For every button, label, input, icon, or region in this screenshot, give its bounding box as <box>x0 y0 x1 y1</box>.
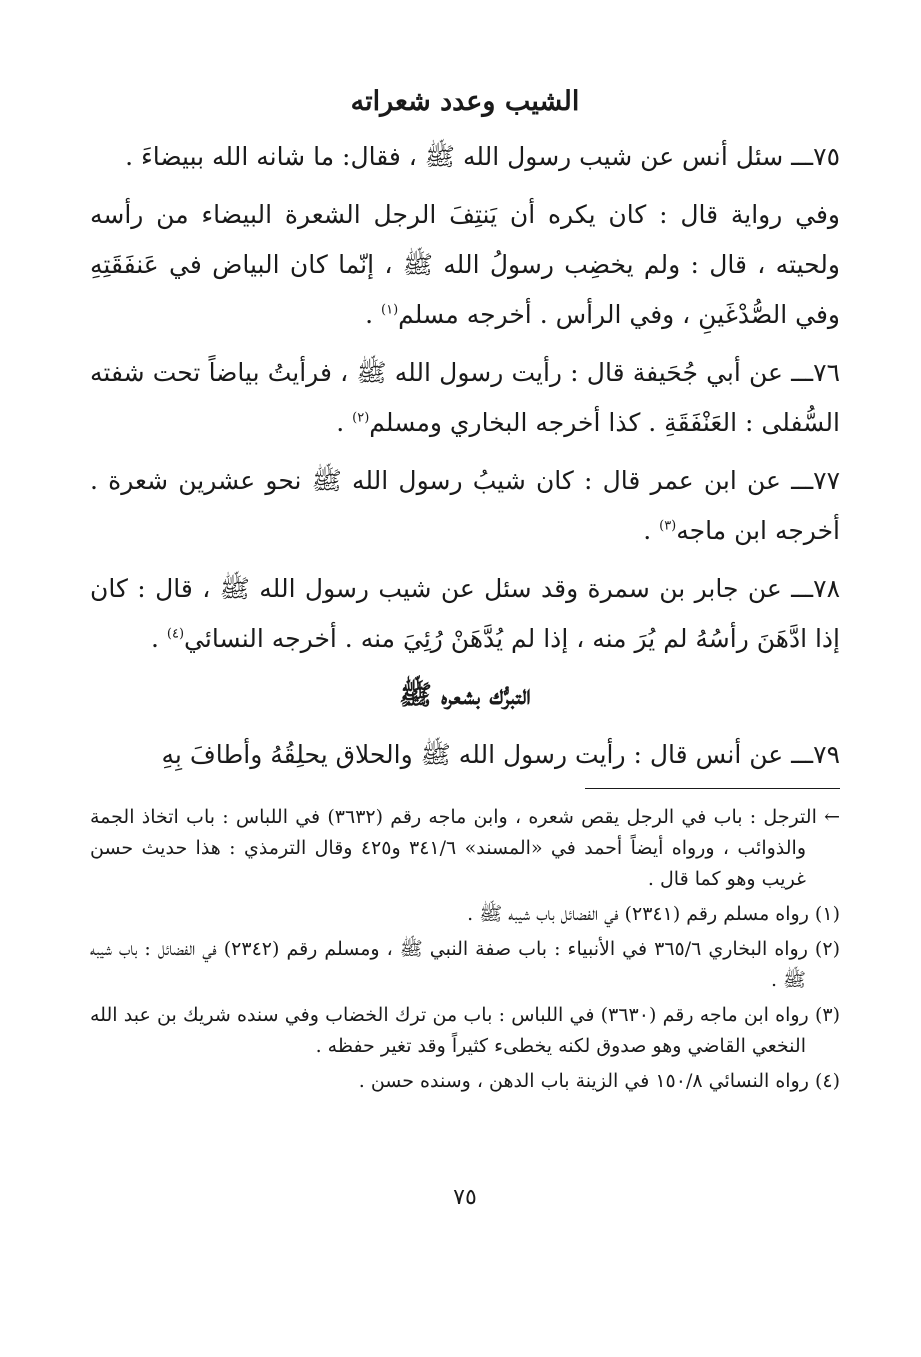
footnote-4: (٤) رواه النسائي ١٥٠/٨ في الزينة باب الدهن ، وسنده حسن . <box>358 1070 840 1092</box>
hadith-text: ٧٧ـــ عن ابن عمر قال : كان شيبُ رسول الله ﷺ نحو عشرين شعرة . أخرجه ابن ماجه <box>90 466 840 545</box>
footnote-ref: (١) <box>381 302 399 318</box>
hadith-tail: . <box>150 624 167 653</box>
hadith-text: ٧٨ـــ عن جابر بن سمرة وقد سئل عن شيب رسول الله ﷺ ، قال : كان إذا ادَّهَنَ رأسُهُ لم يُرَ منه ، إذا لم يُدَّهَنْ رُئِيَ منه . أخرجه النسائي <box>90 574 840 653</box>
page-number: ٧٥ <box>453 1185 477 1210</box>
footnote-ref: (٢) <box>352 410 370 426</box>
footnote-ref: (٣) <box>659 518 677 534</box>
hadith-76 <box>90 348 840 448</box>
hadith-79 <box>90 730 840 780</box>
footnotes-section <box>90 802 840 1101</box>
footnote-divider <box>585 788 840 789</box>
footnote-continued: ← الترجل : باب في الرجل يقص شعره ، وابن ماجه رقم (٣٦٣٢) في اللباس : باب اتخاذ الجمة والذوائب ، ورواه أيضاً أحمد في «المسند» ٣٤١/٦ و٤٢٥ وقال الترمذي : هذا حديث حسن غريب وهو كما قال . <box>90 806 840 890</box>
hadith-text: ٧٥ـــ سئل أنس عن شيب رسول الله ﷺ ، فقال: ما شانه الله ببيضاءَ . <box>125 142 840 171</box>
hadith-75-narration <box>90 190 840 340</box>
section-heading-gray-hair: الشيب وعدد شعراته <box>350 86 580 117</box>
hadith-tail: . <box>643 516 660 545</box>
section-heading-blessing-hair: التبرُّك بشعره ﷺ <box>399 680 531 711</box>
hadith-tail: . <box>365 300 381 329</box>
hadith-75 <box>90 132 840 182</box>
hadith-77 <box>90 456 840 556</box>
footnote-ref: (٤) <box>166 626 185 642</box>
hadith-text: ٧٩ـــ عن أنس قال : رأيت رسول الله ﷺ والحلاق يحلِقُهُ وأطافَ بِهِ <box>161 740 840 769</box>
hadith-text: وفي رواية قال : كان يكره أن يَنتِفَ الرجل الشعرة البيضاء من رأسه ولحيته ، قال : ولم يخضِب رسولُ الله ﷺ ، إنّما كان البياض في عَنفَقَتِهِ وفي الصُّدْغَينِ ، وفي الرأس . أخرجه مسلم <box>90 200 840 329</box>
book-page <box>90 80 840 1300</box>
hadith-78 <box>90 564 840 664</box>
hadith-text: ٧٦ـــ عن أبي جُحَيفة قال : رأيت رسول الله ﷺ ، فرأيتُ بياضاً تحت شفته السُّفلى : العَنْفَقَةِ . كذا أخرجه البخاري ومسلم <box>90 358 840 437</box>
footnote-2: (٢) رواه البخاري ٣٦٥/٦ في الأنبياء : باب صفة النبي ﷺ ، ومسلم رقم (٢٣٤٢) في الفضائل : باب شيبه ﷺ . <box>90 938 840 991</box>
hadith-tail: . <box>336 408 353 437</box>
footnote-1: (١) رواه مسلم رقم (٢٣٤١) في الفضائل باب شيبه ﷺ . <box>467 903 840 925</box>
footnote-3: (٣) رواه ابن ماجه رقم (٣٦٣٠) في اللباس : باب من ترك الخضاب وفي سنده شريك بن عبد الله النخعي القاضي وهو صدوق لكنه يخطىء كثيراً وقد تغير حفظه . <box>90 1004 840 1057</box>
